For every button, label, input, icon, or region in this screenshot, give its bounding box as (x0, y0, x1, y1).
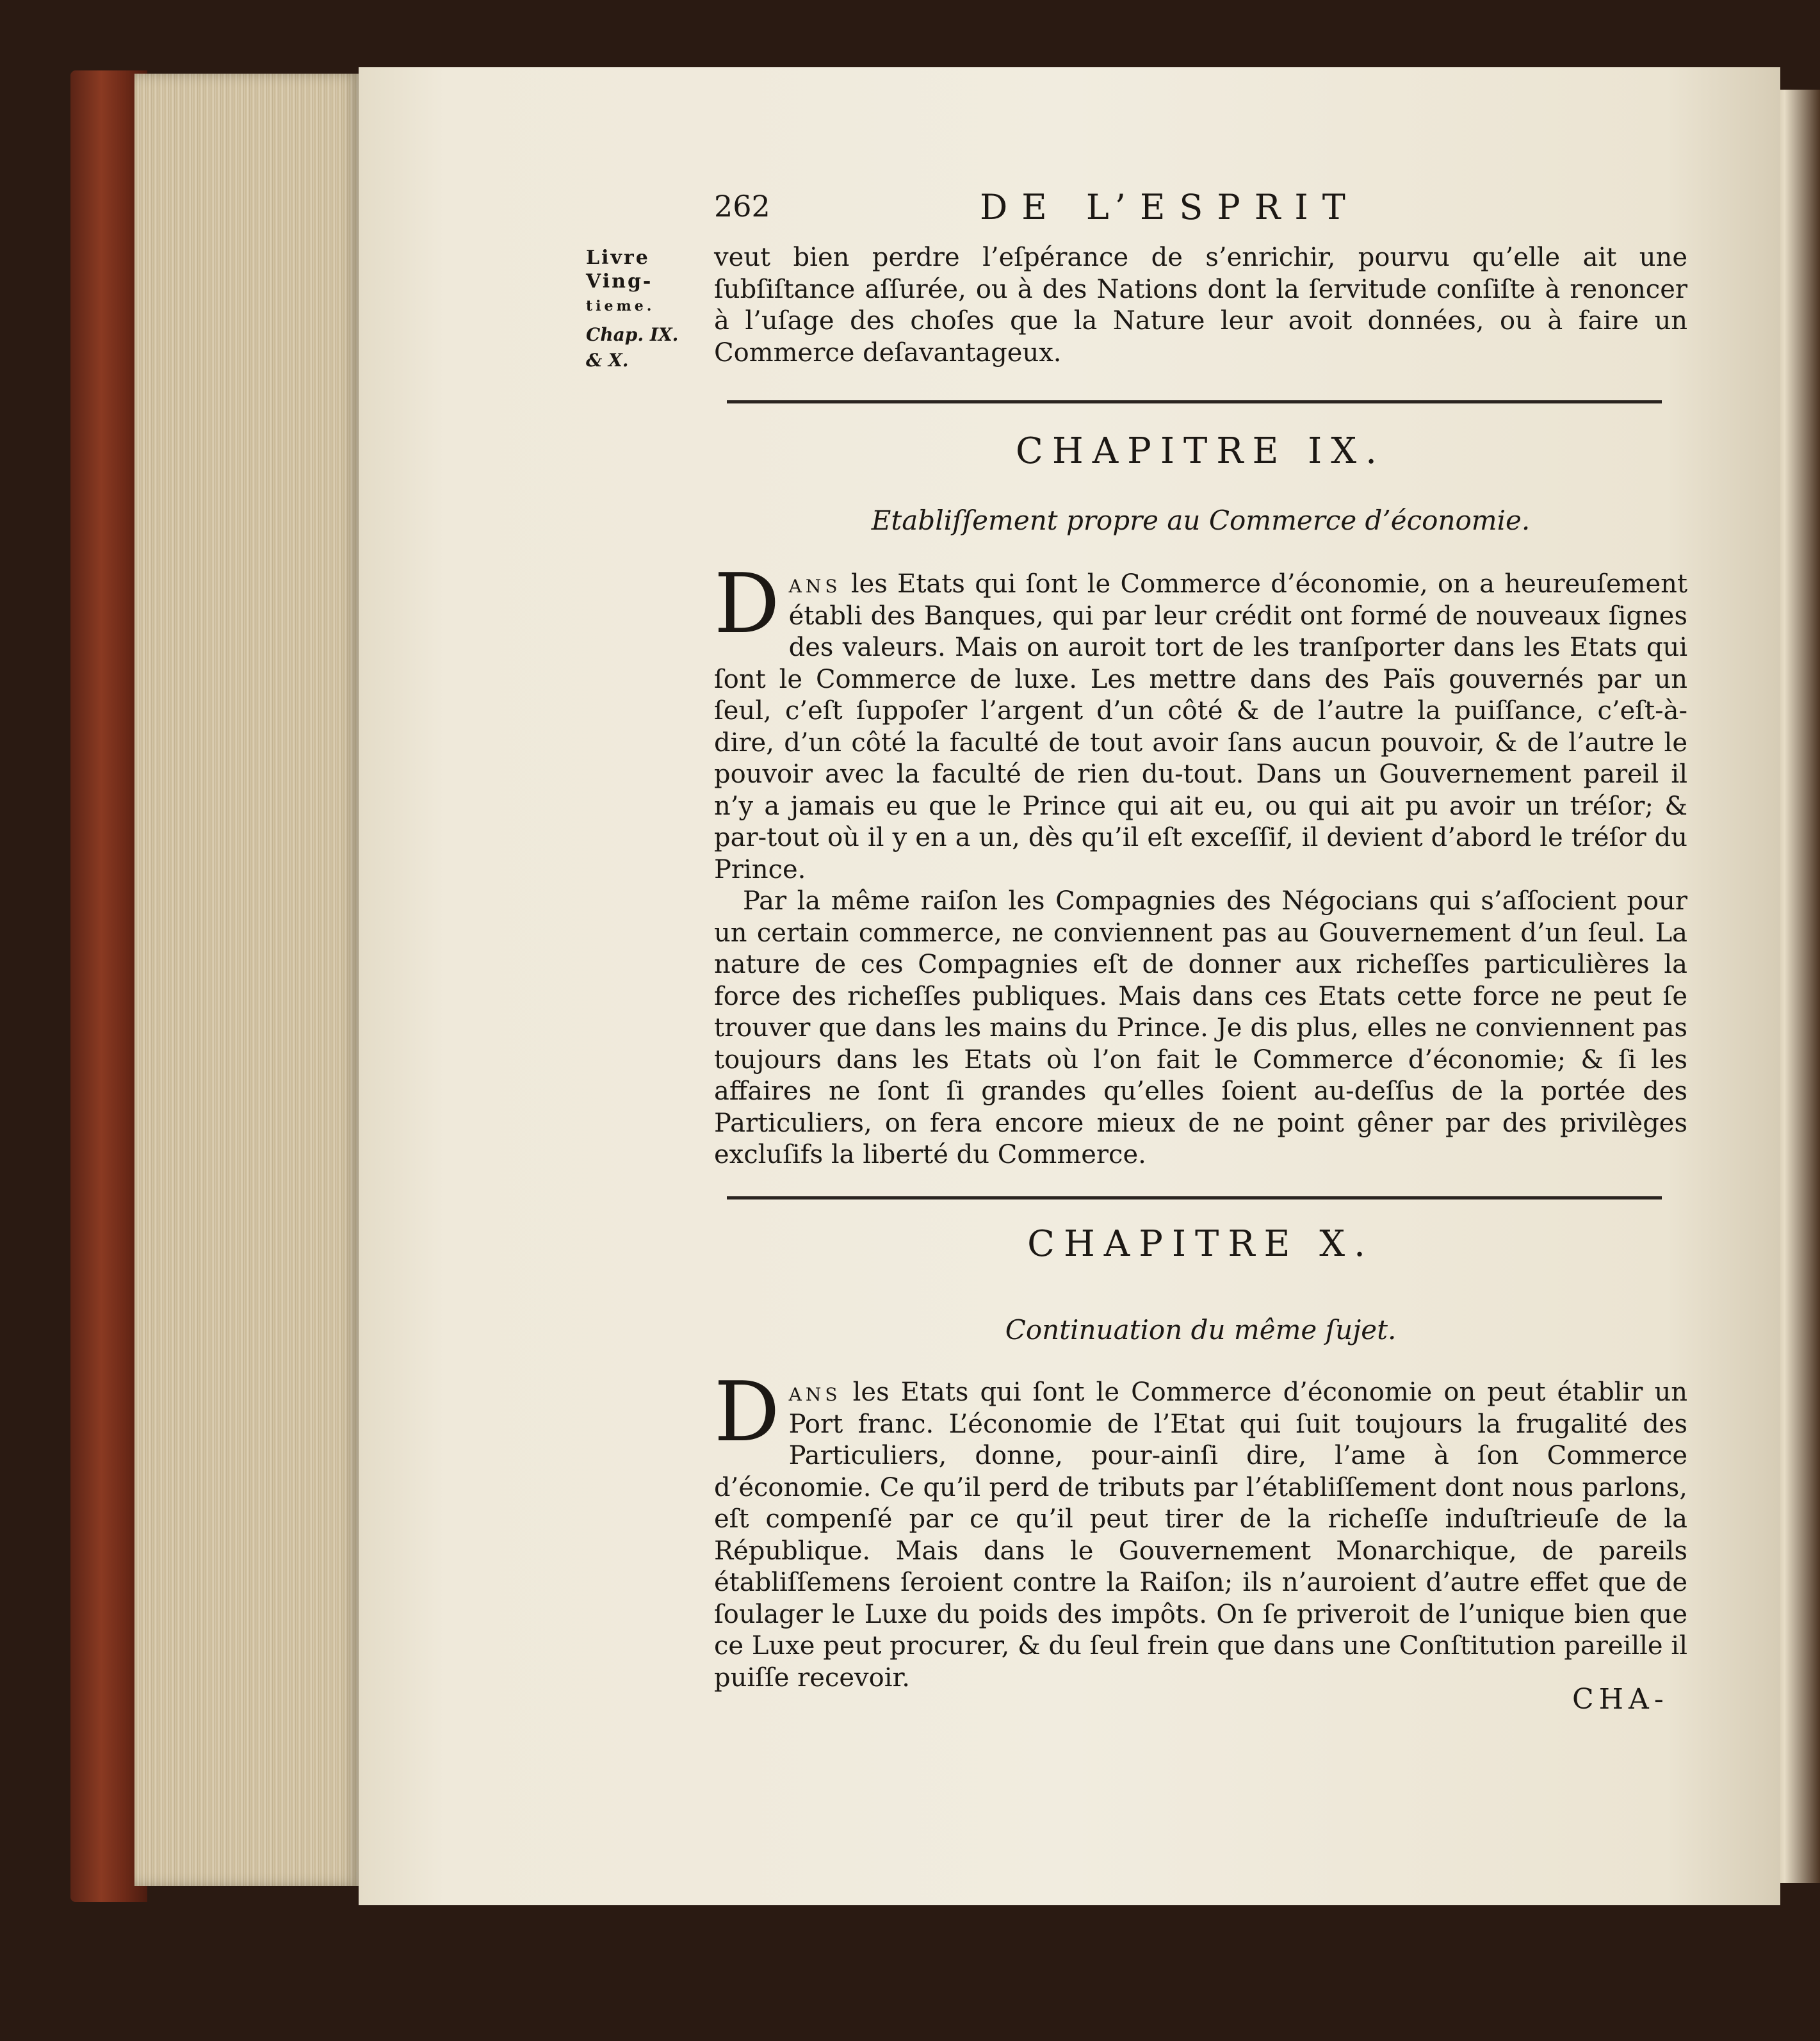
paragraph-text: les Etats qui ſont le Commerce d’économie, on a heureuſement établi des Banques, qui par leur crédit ont formé de nouveaux ſignes des valeurs. Mais on auroit tort de les tranſporter dans les Etats qui ſont le Commerce de luxe. Les mettre dans des Païs gouvernés par un ſeul, c’eſt ſuppoſer l’argent d’un côté & de l’autre la puiſſance, c’eſt-à-dire, d’un côté la faculté de tout avoir ſans aucun pouvoir, & de l’autre le pouvoir avec la faculté de rien du-tout. Dans un Gouvernement pareil il n’y a jamais eu que le Prince qui ait eu, ou qui ait pu avoir un tréſor; & par-tout où il y en a un, dès qu’il eſt exceſſif, il devient d’abord le tréſor du Prince. (714, 569, 1687, 884)
drop-cap: D (714, 557, 780, 652)
chapter-9-paragraph-2: Par la même raiſon les Compagnies des Négocians qui s’aſſocient pour un certain commerce, ne conviennent pas au Gouvernement d’un ſeul. La nature de ces Compagnies eſt de donner aux richeſſes particulières la force des richeſſes publiques. Mais dans ces Etats cette force ne peut ſe trouver que dans les mains du Prince. Je dis plus, elles ne conviennent pas toujours dans les Etats où l’on fait le Commerce d’économie; & ſi les affaires ne ſont ſi grandes qu’elles ſoient au-deſſus de la portée des Particuliers, on fera encore mieux de ne point gêner par des privilèges excluſifs la liberté du Commerce. (714, 886, 1687, 1169)
intro-paragraph: veut bien perdre l’eſpérance de s’enrichir, pourvu qu’elle ait une ſubſiſtance aſſurée, ou à des Nations dont la ſervitude conſiſte à renoncer à l’uſage des choſes que la Nature leur avoit données, ou à faire un Commerce deſavantageux. (714, 243, 1687, 368)
catchword: CHA- (1572, 1683, 1669, 1716)
margin-note-volume-1: Ving- (586, 270, 653, 293)
chapter-9-subtitle: Etabliſſement propre au Commerce d’économie. (871, 505, 1531, 536)
running-title: DE L’ESPRIT (980, 187, 1360, 227)
chapter-9-paragraph-1 (714, 557, 1687, 886)
chapter-9-title: CHAPITRE IX. (1016, 430, 1386, 472)
lead-word: ans (788, 1378, 841, 1407)
margin-note-chapters-2: & X. (586, 350, 629, 371)
section-rule-1 (727, 400, 1662, 403)
chapter-10-title: CHAPITRE X. (1027, 1223, 1374, 1265)
page-number: 262 (714, 189, 770, 224)
chapter-10-paragraph-1 (714, 1365, 1687, 1694)
margin-note-volume-2: tieme. (586, 298, 655, 314)
margin-note-book: Livre (586, 247, 650, 269)
section-rule-2 (727, 1196, 1662, 1199)
chapter-10-subtitle: Continuation du même ſujet. (1005, 1314, 1397, 1346)
drop-cap: D (714, 1365, 780, 1460)
paragraph-text: les Etats qui ſont le Commerce d’économie on peut établir un Port franc. L’économie de l’Etat qui ſuit toujours la frugalité des Particuliers, donne, pour-ainſi dire, l’ame à ſon Commerce d’économie. Ce qu’il perd de tributs par l’établiſſement dont nous parlons, eſt compenſé par ce qu’il peut tirer de la richeſſe induſtrieuſe de la République. Mais dans le Gouvernement Monarchique, de pareils établiſſemens ſeroient contre la Raiſon; ils n’auroient d’autre effet que de ſoulager le Luxe du poids des impôts. On ſe priveroit de l’unique bien que ce Luxe peut procurer, & du ſeul frein que dans une Conſtitution pareille il puiſſe recevoir. (714, 1378, 1687, 1693)
margin-note-chapters-1: Chap. IX. (586, 324, 679, 345)
lead-word: ans (788, 569, 841, 599)
page-edges (134, 74, 359, 1886)
